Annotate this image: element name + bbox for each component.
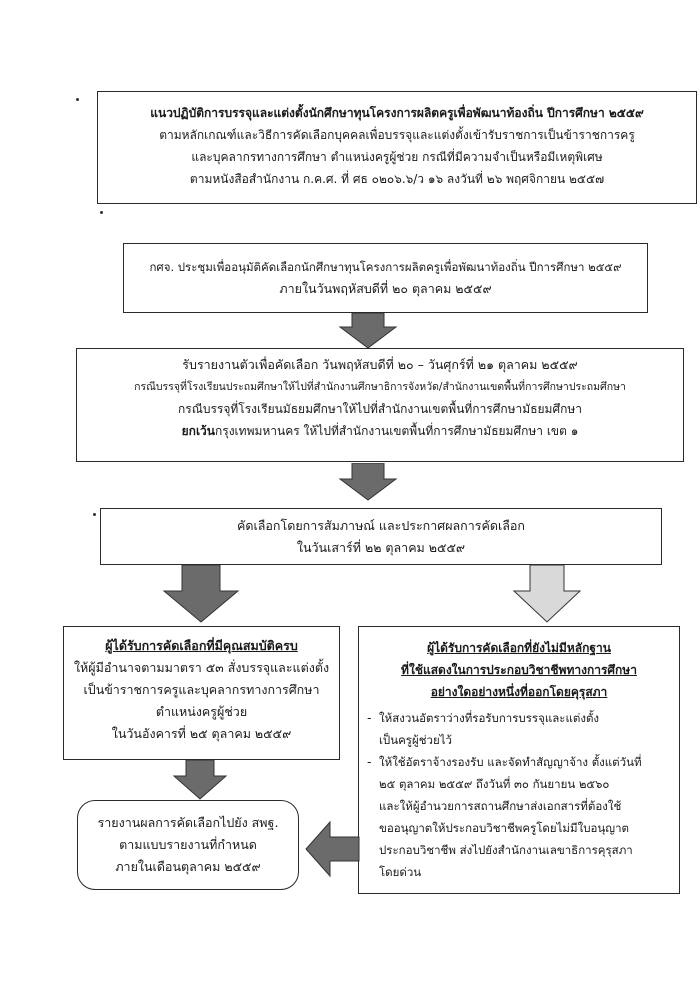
- report-line-2: ตามแบบรายงานที่กำหนด: [119, 837, 257, 852]
- header-line-4: ตามหนังสือสำนักงาน ก.ค.ศ. ที่ ศธ ๐๒๐๖.๖/ว ๑๖ ลงวันที่ ๒๖ พฤศจิกายน ๒๕๕๗: [189, 172, 605, 186]
- qualified-line-2: เป็นข้าราชการครูและบุคลากรทางการศึกษา: [83, 682, 320, 697]
- bullet2-line-4: ขออนุญาตให้ประกอบวิชาชีพครูโดยไม่มีใบอนุญาต: [379, 821, 629, 835]
- step2-exception-label: ยกเว้น: [181, 424, 215, 438]
- down-arrow-light: [512, 565, 582, 623]
- bullet2-line-5: ประกอบวิชาชีพ ส่งไปยังสำนักงานเลขาธิการคุรุสภา: [379, 843, 633, 857]
- header-title: แนวปฏิบัติการบรรจุและแต่งตั้งนักศึกษาทุนโครงการผลิตครูเพื่อพัฒนาท้องถิ่น ปีการศึกษา ๒๕๕๙: [150, 106, 644, 120]
- bullet1-line-2: เป็นครูผู้ช่วยไว้: [379, 733, 452, 747]
- step2-line-2: กรณีบรรจุที่โรงเรียนประถมศึกษาให้ไปที่สำนักงานศึกษาธิการจังหวัด/สำนักงานเขตพื้นที่การศึกษาประถมศึกษา: [134, 381, 626, 393]
- step2-line-3: กรณีบรรจุที่โรงเรียนมัธยมศึกษาให้ไปที่สำนักงานเขตพื้นที่การศึกษามัธยมศึกษา: [177, 402, 582, 416]
- qualified-title: ผู้ได้รับการคัดเลือกที่มีคุณสมบัติครบ: [105, 638, 298, 653]
- report-box: [77, 800, 299, 890]
- left-arrow: [304, 820, 360, 878]
- step2-line-1: รับรายงานตัวเพื่อคัดเลือก วันพฤหัสบดีที่ ๒๐ – วันศุกร์ที่ ๒๑ ตุลาคม ๒๕๕๙: [182, 357, 578, 372]
- qualified-box: [63, 626, 340, 760]
- step2-line-4: [77, 420, 683, 442]
- header-box: [97, 91, 697, 204]
- step1-line-2: ภายในวันพฤหัสบดีที่ ๒๐ ตุลาคม ๒๕๕๙: [279, 281, 492, 296]
- step1-line-1: กศจ. ประชุมเพื่ออนุมัติคัดเลือกนักศึกษาทุนโครงการผลิตครูเพื่อพัฒนาท้องถิ่น ปีการศึกษา ๒๕๕๙: [149, 260, 622, 274]
- down-arrow: [162, 565, 240, 623]
- qualified-line-4: ในวันอังคารที่ ๒๕ ตุลาคม ๒๕๕๙: [111, 726, 292, 741]
- unlicensed-title-3: อย่างใดอย่างหนึ่งที่ออกโดยคุรุสภา: [430, 685, 608, 699]
- bullet-continuation: [367, 795, 671, 817]
- step2-exception-text: กรุงเทพมหานคร ให้ไปที่สำนักงานเขตพื้นที่การศึกษามัธยมศึกษา เขต ๑: [214, 424, 579, 438]
- header-line-3: และบุคลากรทางการศึกษา ตำแหน่งครูผู้ช่วย กรณีที่มีความจำเป็นหรือมีเหตุพิเศษ: [191, 150, 603, 164]
- bullet-continuation: [367, 861, 671, 883]
- scan-dot: [76, 98, 79, 101]
- step-approval-meeting: [123, 243, 648, 313]
- down-arrow: [338, 313, 398, 349]
- report-line-3: ภายในเดือนตุลาคม ๒๕๕๙: [115, 859, 261, 874]
- unlicensed-box: [358, 626, 680, 894]
- step3-line-1: คัดเลือกโดยการสัมภาษณ์ และประกาศผลการคัดเลือก: [237, 518, 525, 533]
- down-arrow: [172, 760, 228, 800]
- bullet1-line-1: ให้สงวนอัตราว่างที่รอรับการบรรจุและแต่งตั้ง: [379, 711, 600, 725]
- bullet2-line-2: ๒๕ ตุลาคม ๒๕๕๙ ถึงวันที่ ๓๐ กันยายน ๒๕๖๐: [379, 777, 610, 791]
- bullet2-line-1: ให้ใช้อัตราจ้างรองรับ และจัดทำสัญญาจ้าง ตั้งแต่วันที่: [379, 755, 642, 769]
- step-interview: [100, 508, 662, 565]
- report-line-1: รายงานผลการคัดเลือกไปยัง สพฐ.: [97, 815, 279, 830]
- bullet-continuation: [367, 773, 671, 795]
- bullet-continuation: [367, 817, 671, 839]
- qualified-line-1: ให้ผู้มีอำนาจตามมาตรา ๕๓ สั่งบรรจุและแต่งตั้ง: [73, 660, 330, 675]
- unlicensed-title-1: ผู้ได้รับการคัดเลือกที่ยังไม่มีหลักฐาน: [427, 641, 611, 655]
- bullet-item: - ให้สงวนอัตราว่างที่รอรับการบรรจุและแต่งตั้ง: [367, 707, 671, 729]
- bullet-continuation: [367, 729, 671, 751]
- step3-line-2: ในวันเสาร์ที่ ๒๒ ตุลาคม ๒๕๕๙: [296, 540, 466, 555]
- step-report-in: [76, 348, 684, 462]
- scan-dot: [93, 513, 96, 516]
- bullet-continuation: [367, 839, 671, 861]
- bullet2-line-6: โดยด่วน: [379, 865, 422, 879]
- header-line-2: ตามหลักเกณฑ์และวิธีการคัดเลือกบุคคลเพื่อบรรจุและแต่งตั้งเข้ารับราชการเป็นข้าราชการครู: [159, 128, 635, 142]
- qualified-line-3: ตำแหน่งครูผู้ช่วย: [155, 704, 248, 719]
- bullet2-line-3: และให้ผู้อำนวยการสถานศึกษาส่งเอกสารที่ต้องใช้: [379, 799, 622, 813]
- unlicensed-title-2: ที่ใช้แสดงในการประกอบวิชาชีพทางการศึกษา: [401, 663, 637, 677]
- bullet-item: - ให้ใช้อัตราจ้างรองรับ และจัดทำสัญญาจ้าง ตั้งแต่วันที่: [367, 751, 671, 773]
- scan-dot: [100, 211, 103, 214]
- down-arrow: [338, 463, 398, 501]
